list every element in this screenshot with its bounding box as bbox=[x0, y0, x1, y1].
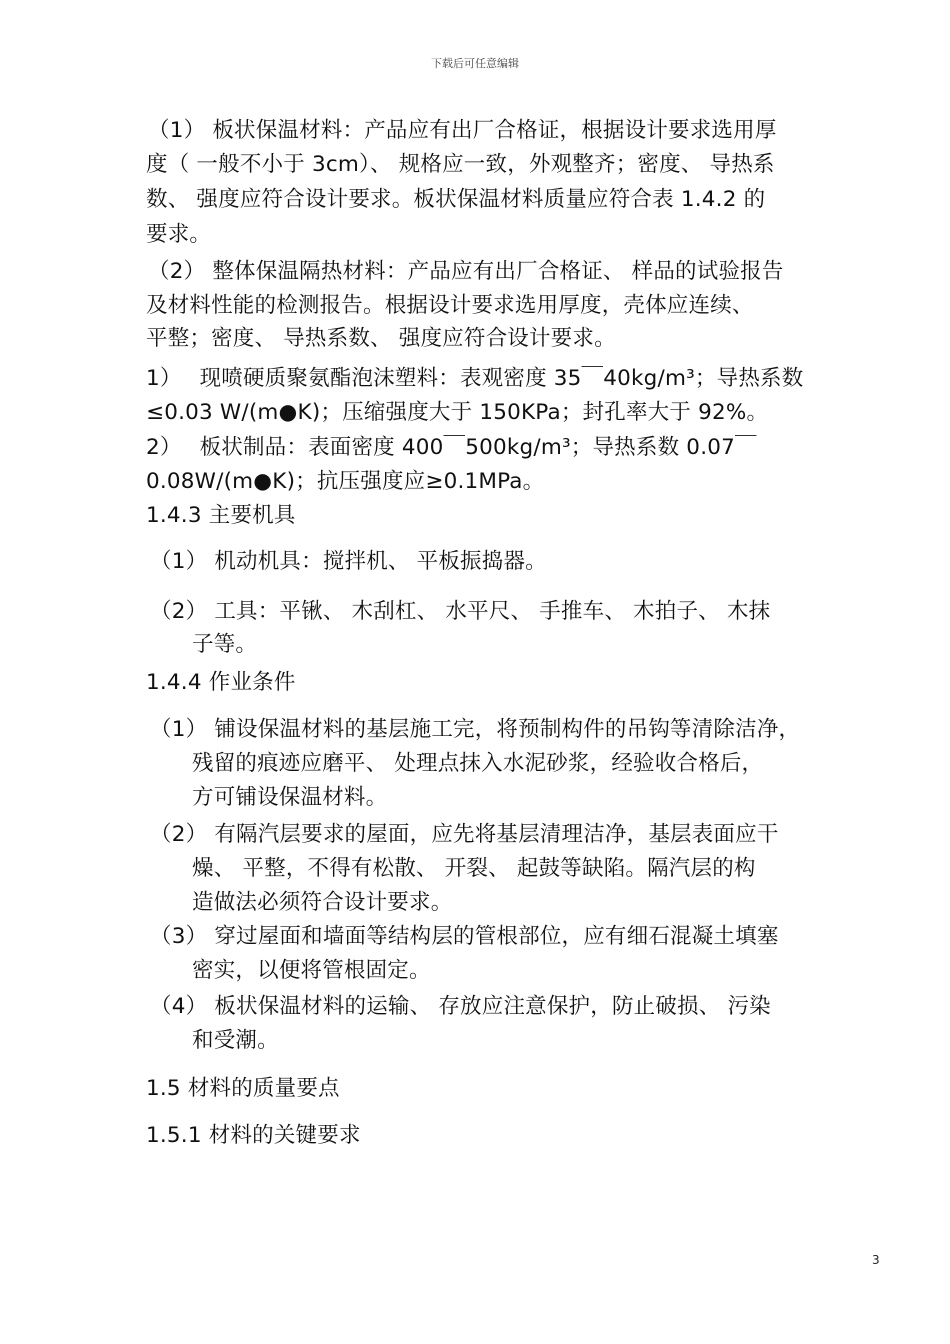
list-item: （3） 穿过屋面和墙面等结构层的管根部位，应有细石混凝土填塞 bbox=[150, 924, 779, 949]
paragraph-line: 及材料性能的检测报告。根据设计要求选用厚度，壳体应连续、 bbox=[146, 293, 754, 318]
list-item-continuation: 燥、 平整，不得有松散、 开裂、 起鼓等缺陷。隔汽层的构 bbox=[192, 856, 756, 881]
section-heading: 1.5 材料的质量要点 bbox=[146, 1076, 340, 1101]
paragraph-line: 平整；密度、 导热系数、 强度应符合设计要求。 bbox=[146, 326, 616, 351]
paragraph-line: 1） 现喷硬质聚氨酯泡沫塑料：表观密度 35￣40kg/m³；导热系数 bbox=[146, 366, 804, 391]
list-item: （2） 工具：平锹、 木刮杠、 水平尺、 手推车、 木拍子、 木抹 bbox=[150, 599, 771, 624]
paragraph-line: 数、 强度应符合设计要求。板状保温材料质量应符合表 1.4.2 的 bbox=[146, 187, 766, 212]
paragraph-line: 要求。 bbox=[146, 222, 212, 247]
section-heading: 1.4.3 主要机具 bbox=[146, 503, 296, 528]
section-heading: 1.4.4 作业条件 bbox=[146, 670, 296, 695]
paragraph-line: 2） 板状制品：表面密度 400￣500kg/m³；导热系数 0.07￣ bbox=[146, 435, 757, 460]
paragraph-line: 度（ 一般不小于 3cm）、 规格应一致，外观整齐；密度、 导热系 bbox=[146, 152, 775, 177]
list-item-continuation: 和受潮。 bbox=[192, 1028, 279, 1053]
list-item-continuation: 密实，以便将管根固定。 bbox=[192, 958, 431, 983]
page-header: 下载后可任意编辑 bbox=[431, 57, 519, 70]
list-item: （1） 机动机具：搅拌机、 平板振捣器。 bbox=[150, 549, 547, 574]
list-item-continuation: 残留的痕迹应磨平、 处理点抹入水泥砂浆，经验收合格后， bbox=[192, 751, 764, 776]
list-item: （4） 板状保温材料的运输、 存放应注意保护，防止破损、 污染 bbox=[150, 994, 771, 1019]
paragraph-line: ≤0.03 W/(m●K)；压缩强度大于 150KPa；封孔率大于 92%。 bbox=[146, 400, 769, 425]
list-item: （1） 铺设保温材料的基层施工完，将预制构件的吊钩等清除洁净， bbox=[150, 717, 801, 742]
list-item: （2） 有隔汽层要求的屋面，应先将基层清理洁净，基层表面应干 bbox=[150, 822, 779, 847]
list-item-continuation: 造做法必须符合设计要求。 bbox=[192, 890, 453, 915]
list-item-continuation: 方可铺设保温材料。 bbox=[192, 785, 388, 810]
list-item-continuation: 子等。 bbox=[192, 632, 258, 657]
paragraph-line: （2） 整体保温隔热材料：产品应有出厂合格证、 样品的试验报告 bbox=[148, 259, 784, 284]
paragraph-line: 0.08W/(m●K)；抗压强度应≥0.1MPa。 bbox=[146, 469, 545, 494]
page-number: 3 bbox=[872, 1253, 880, 1267]
paragraph-line: （1） 板状保温材料：产品应有出厂合格证，根据设计要求选用厚 bbox=[148, 118, 777, 143]
section-heading: 1.5.1 材料的关键要求 bbox=[146, 1123, 361, 1148]
